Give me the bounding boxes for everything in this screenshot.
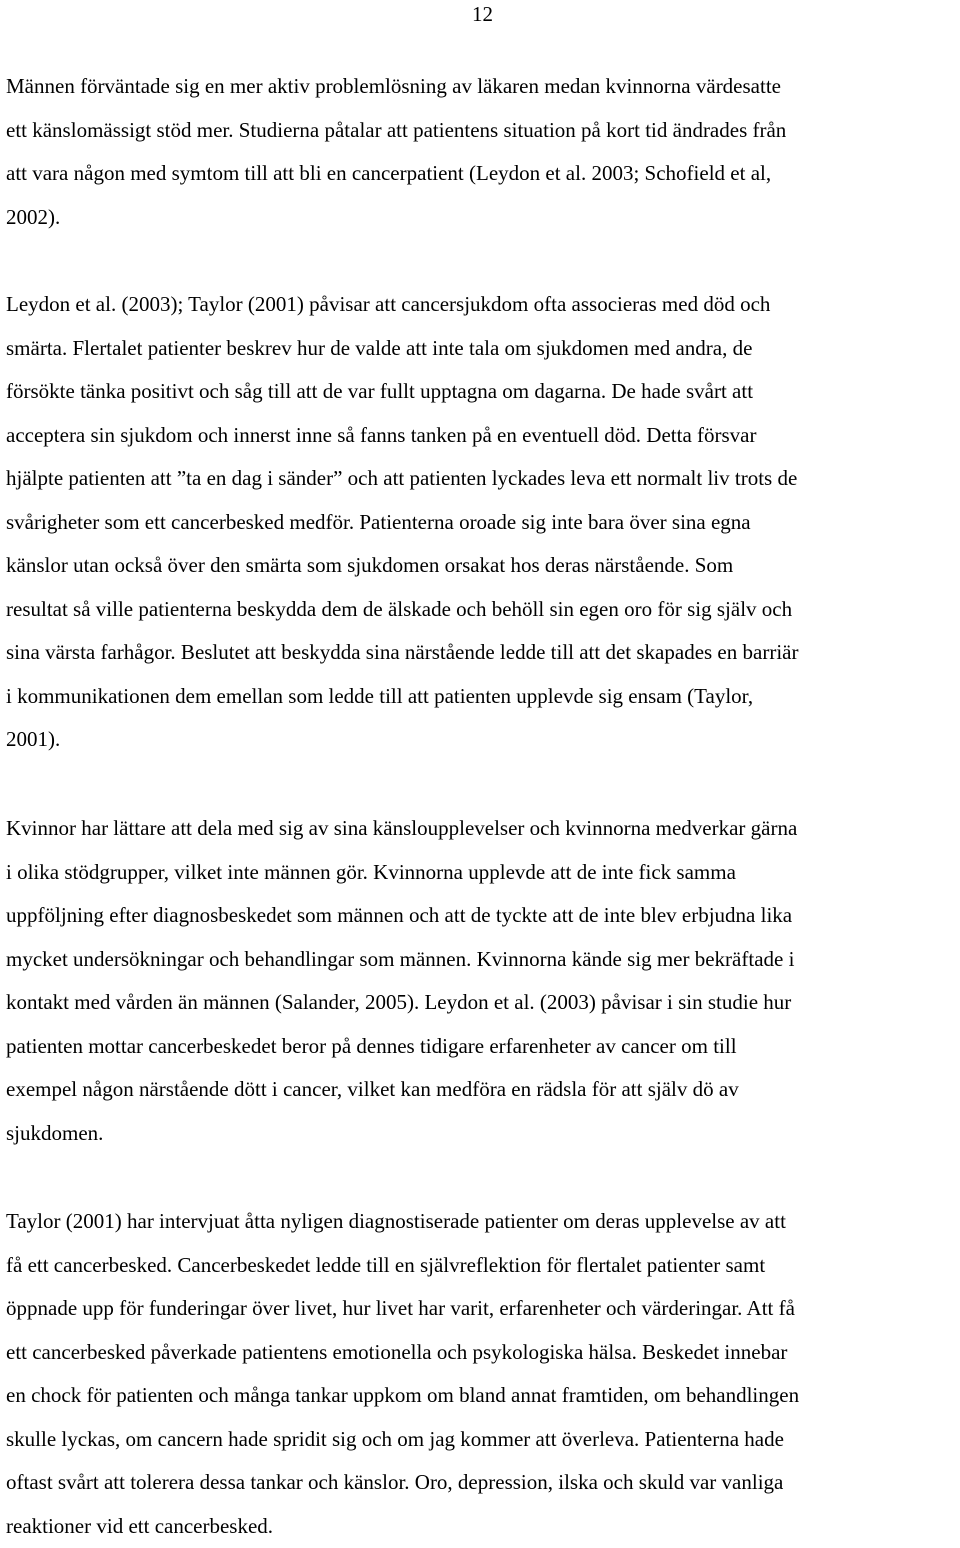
text-line: i olika stödgrupper, vilket inte männen gör. Kvinnorna upplevde att de inte fick samma xyxy=(6,851,958,895)
text-line: få ett cancerbesked. Cancerbeskedet ledde till en självreflektion för flertalet patienter samt xyxy=(6,1244,958,1288)
paragraph-3 xyxy=(6,807,958,1155)
text-line: resultat så ville patienterna beskydda dem de älskade och behöll sin egen oro för sig själv och xyxy=(6,588,958,632)
text-line: känslor utan också över den smärta som sjukdomen orsakat hos deras närstående. Som xyxy=(6,544,958,588)
text-line: reaktioner vid ett cancerbesked. xyxy=(6,1505,958,1548)
text-line: smärta. Flertalet patienter beskrev hur de valde att inte tala om sjukdomen med andra, de xyxy=(6,327,958,371)
text-line: öppnade upp för funderingar över livet, hur livet har varit, erfarenheter och värderingar. Att få xyxy=(6,1287,958,1331)
text-line: uppföljning efter diagnosbeskedet som männen och att de tyckte att de inte blev erbjudna lika xyxy=(6,894,958,938)
text-line: hjälpte patienten att ”ta en dag i sänder” och att patienten lyckades leva ett normalt liv trots de xyxy=(6,457,958,501)
paragraph-4 xyxy=(6,1200,958,1548)
text-line: ett känslomässigt stöd mer. Studierna påtalar att patientens situation på kort tid ändrades från xyxy=(6,109,958,153)
text-line: acceptera sin sjukdom och innerst inne så fanns tanken på en eventuell död. Detta försvar xyxy=(6,414,958,458)
text-line: Kvinnor har lättare att dela med sig av sina känsloupplevelser och kvinnorna medverkar gärna xyxy=(6,807,958,851)
text-line: exempel någon närstående dött i cancer, vilket kan medföra en rädsla för att själv dö av xyxy=(6,1068,958,1112)
text-line: sina värsta farhågor. Beslutet att beskydda sina närstående ledde till att det skapades en barriär xyxy=(6,631,958,675)
paragraph-2 xyxy=(6,283,958,762)
text-line: mycket undersökningar och behandlingar som männen. Kvinnorna kände sig mer bekräftade i xyxy=(6,938,958,982)
text-line: 2002). xyxy=(6,196,958,240)
text-line: Leydon et al. (2003); Taylor (2001) påvisar att cancersjukdom ofta associeras med död och xyxy=(6,283,958,327)
text-line: i kommunikationen dem emellan som ledde till att patienten upplevde sig ensam (Taylor, xyxy=(6,675,958,719)
text-line: patienten mottar cancerbeskedet beror på dennes tidigare erfarenheter av cancer om till xyxy=(6,1025,958,1069)
page-number: 12 xyxy=(472,0,493,28)
text-line: 2001). xyxy=(6,718,958,762)
text-line: en chock för patienten och många tankar uppkom om bland annat framtiden, om behandlingen xyxy=(6,1374,958,1418)
text-line: oftast svårt att tolerera dessa tankar och känslor. Oro, depression, ilska och skuld var vanliga xyxy=(6,1461,958,1505)
text-line: att vara någon med symtom till att bli en cancerpatient (Leydon et al. 2003; Schofield et al, xyxy=(6,152,958,196)
text-line: ett cancerbesked påverkade patientens emotionella och psykologiska hälsa. Beskedet innebar xyxy=(6,1331,958,1375)
paragraph-1 xyxy=(6,65,958,239)
text-line: svårigheter som ett cancerbesked medför. Patienterna oroade sig inte bara över sina egna xyxy=(6,501,958,545)
text-line: Männen förväntade sig en mer aktiv problemlösning av läkaren medan kvinnorna värdesatte xyxy=(6,65,958,109)
text-line: sjukdomen. xyxy=(6,1112,958,1156)
text-line: Taylor (2001) har intervjuat åtta nyligen diagnostiserade patienter om deras upplevelse av att xyxy=(6,1200,958,1244)
text-line: kontakt med vården än männen (Salander, 2005). Leydon et al. (2003) påvisar i sin studie hur xyxy=(6,981,958,1025)
text-line: skulle lyckas, om cancern hade spridit sig och om jag kommer att överleva. Patienterna hade xyxy=(6,1418,958,1462)
text-line: försökte tänka positivt och såg till att de var fullt upptagna om dagarna. De hade svårt att xyxy=(6,370,958,414)
